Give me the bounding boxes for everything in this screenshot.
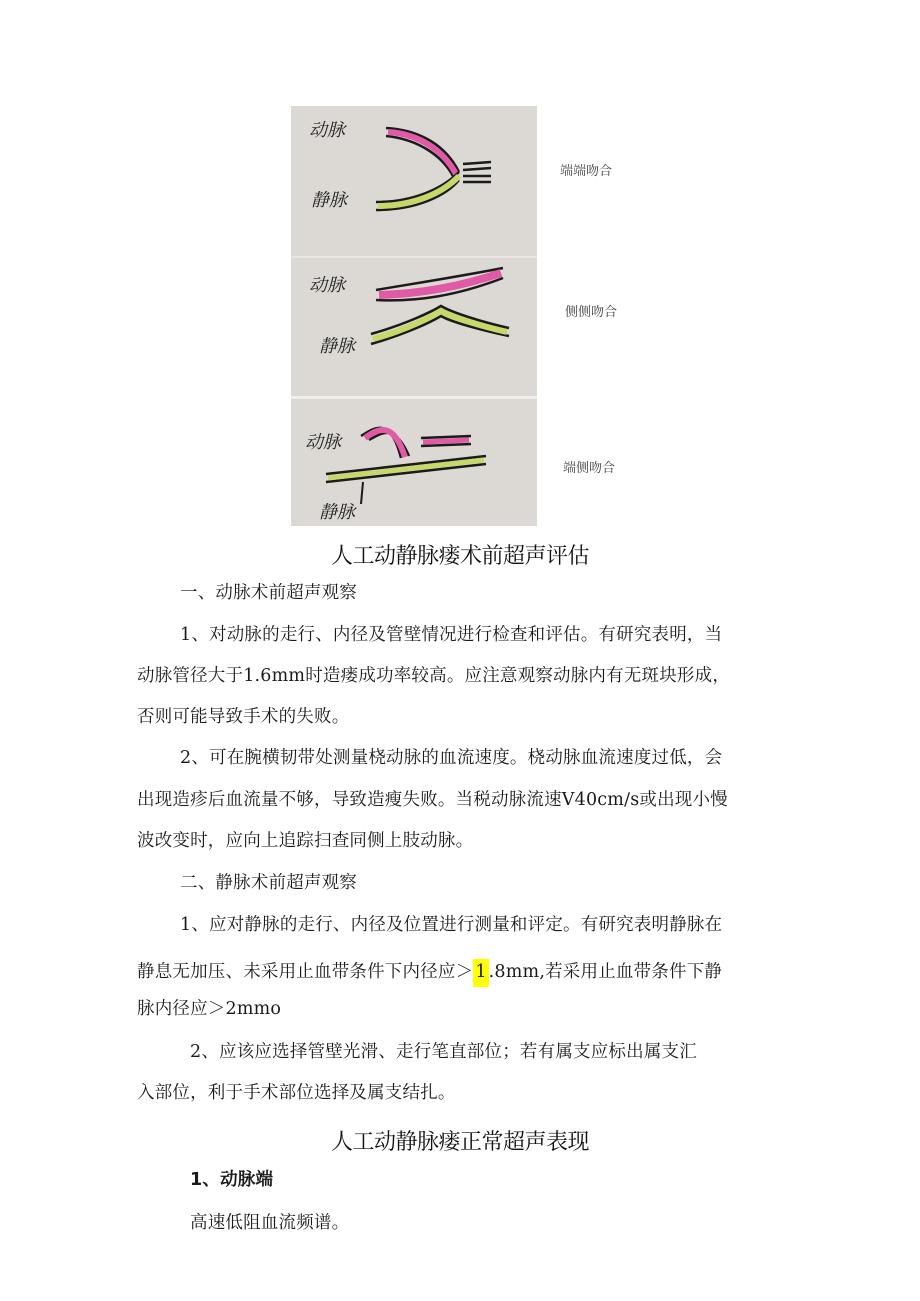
label-vein-1: 静脉 bbox=[311, 190, 347, 211]
highlighted-value: 1 bbox=[473, 959, 488, 987]
label-vein-3: 静脉 bbox=[319, 502, 355, 523]
section1-sub2: 二、静脉术前超声观察 bbox=[180, 873, 357, 893]
p1-line3: 否则可能导致手术的失败。 bbox=[137, 707, 350, 727]
section2-sub1: 1、动脉端 bbox=[190, 1170, 274, 1190]
label-artery-2: 动脉 bbox=[309, 275, 345, 296]
section2-p1: 高速低阻血流频谱。 bbox=[190, 1213, 350, 1233]
label-artery-3: 动脉 bbox=[305, 432, 341, 453]
anastomosis-sketch bbox=[291, 106, 537, 526]
p4-line1: 2、应该应选择管壁光滑、走行笔直部位；若有属支应标出属支汇 bbox=[190, 1042, 697, 1062]
caption-end-to-side: 端侧吻合 bbox=[563, 461, 616, 476]
p2-line1: 2、可在腕横韧带处测量桡动脉的血流速度。桡动脉血流速度过低，会 bbox=[180, 748, 723, 768]
section1-sub1: 一、动脉术前超声观察 bbox=[180, 583, 357, 603]
caption-end-to-end: 端端吻合 bbox=[560, 164, 613, 179]
label-vein-2: 静脉 bbox=[319, 336, 355, 357]
p3-line2-post: .8mm,若采用止血带条件下静 bbox=[488, 962, 723, 982]
p1-line1: 1、对动脉的走行、内径及管壁情况进行检查和评估。有研究表明，当 bbox=[180, 625, 723, 645]
p3-line2-pre: 静息无加压、未采用止血带条件下内径应＞ bbox=[137, 962, 474, 982]
p3-line3: 脉内径应＞2mmo bbox=[137, 999, 282, 1019]
p3-line1: 1、应对静脉的走行、内径及位置进行测量和评定。有研究表明静脉在 bbox=[180, 915, 723, 935]
section1-title: 人工动静脉瘘术前超声评估 bbox=[330, 544, 589, 569]
label-artery-1: 动脉 bbox=[309, 120, 345, 141]
p3-line2 bbox=[137, 959, 722, 987]
p2-line2: 出现造疹后血流量不够，导致造瘦失败。当税动脉流速V40cm∕s或出现小慢 bbox=[137, 790, 728, 810]
section2-title: 人工动静脉瘘正常超声表现 bbox=[330, 1130, 589, 1155]
anastomosis-figure bbox=[291, 106, 537, 526]
p1-line2: 动脉管径大于1.6mm时造瘘成功率较高。应注意观察动脉内有无斑块形成， bbox=[137, 666, 731, 686]
p4-line2: 入部位，利于手术部位选择及属支结扎。 bbox=[137, 1083, 456, 1103]
caption-side-to-side: 侧侧吻合 bbox=[565, 305, 618, 320]
p2-line3: 波改变时，应向上追踪扫查同侧上肢动脉。 bbox=[137, 831, 474, 851]
